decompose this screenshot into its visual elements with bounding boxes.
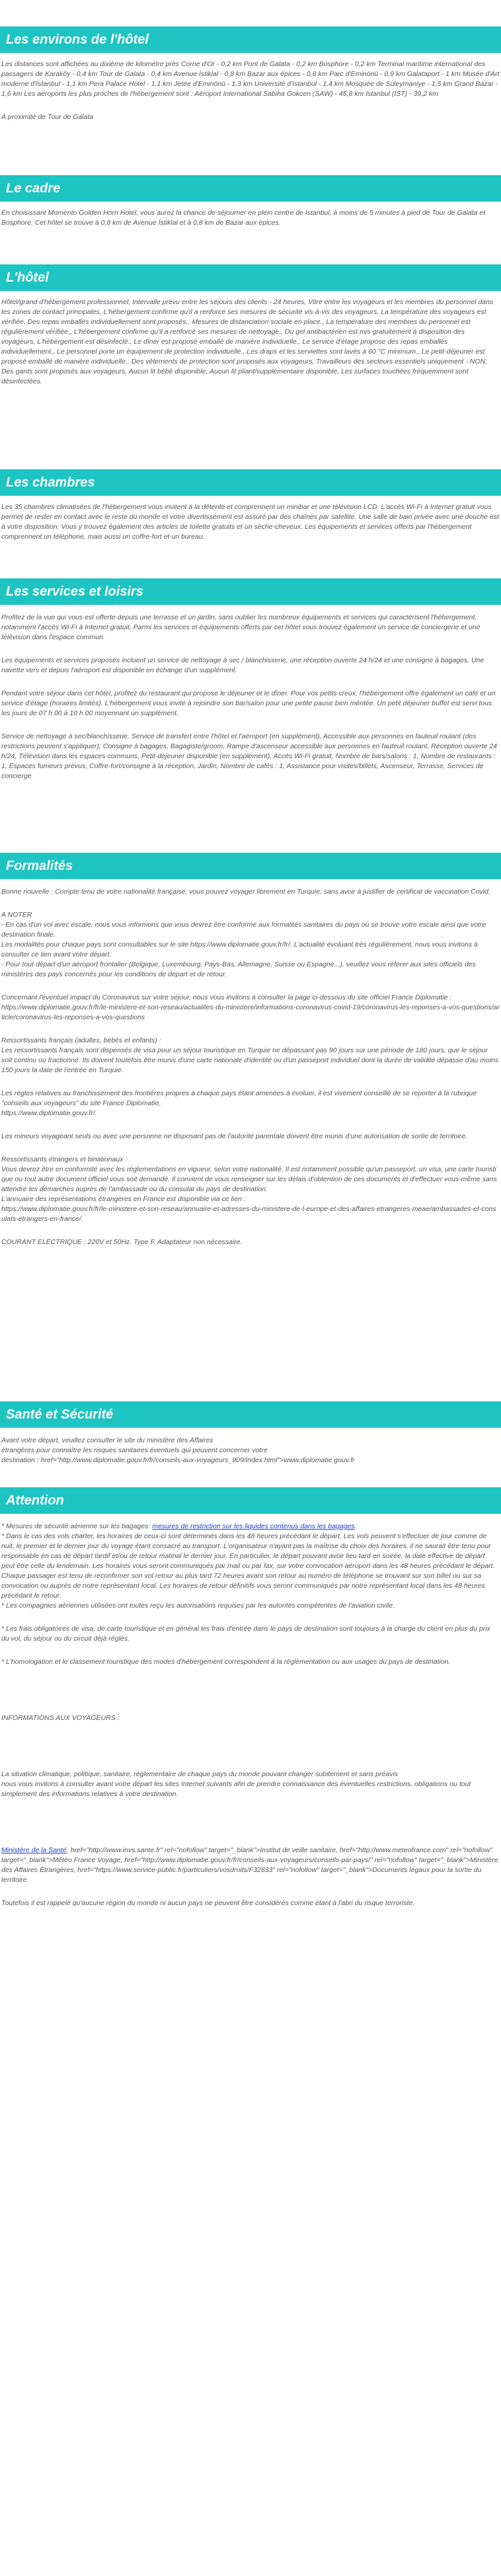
services-paragraph: Profitez de la vue qui vous est offerte depuis une terrasse et un jardin, sans oublier les nombreux équipements et services qui caractérisent l'hébergement, notamment l'accès Wi-Fi à Internet gratuit. Parmi les services et équipements offerts par cet hôtel vous trouvez également un service de conciergerie et une télévision dans l'espace commun. xyxy=(1,613,481,641)
environs-text: Les distances sont affichées au dixième de kilomètre près Corne d'Or - 0,2 km Pont de Galata - 0,2 km Bosphore - 0,2 km Terminal maritime international des passagers de Karaköy - 0,4 km Tour de Galata - 0,4 km Avenue İstiklal - 0,8 km Bazar aux épices - 0,8 km Parc d'Eminönü - 0,9 km Galataport - 1 km Musée d'Art moderne d'Istanbul - 1,1 km Pera Palace Hotel - 1,1 km Jetée d'Eminönü - 1,3 km Université d'Istanbul - 1,4 km Mosquée de Suleymaniye - 1,5 km Grand Bazar - 1,6 km Les aéroports les plus proches de l'hébergement sont : Aéroport International Sabiha Gokcen (SAW) - 45,8 km Istanbul (IST) - 39,2 km xyxy=(1,60,500,98)
section-header-chambres: Les chambres xyxy=(0,469,501,496)
attention-links-text: , href="http://www.invs.sante.fr" rel="nofollow" target="_blank">Institut de veille sanitaire, href="http://www.meteofrance.com" rel="nofollow" target="_blank">Météo France Voyage, href="http://www.diplomatie.gouv.fr/fr/conseils-aux-voyageurs/conseils-par-pays/" rel="nofollow" target="_blank">Ministère des Affaires Etrangères, href="https://www.service-public.fr/particuliers/vosdroits/F32833" rel="nofollow" target="_blank">Documents légaux pour la sortie du territoire. xyxy=(1,1846,498,1884)
section-hotel xyxy=(0,264,501,387)
section-chambres xyxy=(0,469,501,542)
formalites-paragraph: Concernant l'éventuel impact du Coronavirus sur votre séjour, nous vous invitons à consulter la page ci-dessous du site officiel France Diplomatie : https://www.diplomatie.gouv.fr/fr/le-ministere-et-son-reseau/actualites-du-ministere/informations-coronavirus-covid-19/coronavirus-les-reponses-a-vos-questions/article/coronavirus-les-reponses-a-vos-questions xyxy=(1,994,500,1021)
services-paragraph: Service de nettoyage à sec/blanchisserie, Service de transfert entre l'hôtel et l'aéroport (en supplément), Accessible aux personnes en fauteuil roulant (des restrictions peuvent s'appliquer), Consigne à bagages, Bagagiste/groom, Rampe d'ascenseur accessible aux personnes en fauteuil roulant, Réception ouverte 24 h/24, Télévision dans les espaces communs, Petit-déjeuner disponible (en supplément), Accès Wi-Fi gratuit, Nombre de bars/salons : 1, Nombre de restaurants : 1, Espaces fumeurs prévus, Coffre-fort/consigne à la réception, Jardin, Nombre de cafés : 1, Assistance pour visites/billets, Ascenseur, Terrasse, Services de concierge xyxy=(1,732,497,780)
attention-paragraph: * Les frais obligatoires de visa, de carte touristique et en général les frais d'entrée dans le pays de destination sont toujours à la charge du client en plus du prix du vol, du séjour ou du circuit déjà réglés. xyxy=(1,1625,490,1643)
section-attention xyxy=(0,1487,501,1908)
formalites-paragraph: Bonne nouvelle : Compte tenu de votre nationalité française, vous pouvez voyager librement en Turquie, sans avoir à justifier de certificat de vaccination Covid. xyxy=(1,888,490,896)
section-header-environs: Les environs de l'hôtel xyxy=(0,26,501,53)
formalites-paragraph: Ressortissants français (adultes, bébés et enfants) : Les ressortissants français sont dispensés de visa pour un séjour touristique en Turquie ne dépassant pas 90 jours sur une période de 180 jours, que le séjour soit continu ou fractionné. Ils doivent toutefois être munis d'une carte nationale d'identité ou d'un passeport individuel dont la durée de validité dépasse d'au moins 150 jours la date de l'entrée en Turquie. xyxy=(1,1036,499,1074)
section-environs xyxy=(0,26,501,122)
sante-text: Avant votre départ, veuillez consulter le site du ministère des Affaires étrangères pour connaître les risques sanitaires éventuels qui peuvent concerner votre destination : href="http://www.diplomatie.gouv.fr/fr/conseils-aux-voyageurs_909/index.html">www.diplomatie.gouv.fr xyxy=(1,1436,355,1464)
section-header-formalites: Formalités xyxy=(0,853,501,879)
attention-paragraph: La situation climatique, politique, sanitaire, réglementaire de chaque pays du monde pouvant changer subitement et sans préavis nous vous invitons à consulter avant votre départ les sites Internet suivants afin de prendre connaissance des éventuelles restrictions, obligations ou tout simplement des informations relatives à votre destination. xyxy=(1,1770,471,1798)
services-paragraph: Les équipements et services proposés incluent un service de nettoyage à sec / blanchisserie, une réception ouverte 24 h/24 et une consigne à bagages. Une navette vers et depuis l'aéroport est disponible en échange d'un supplément. xyxy=(1,656,484,674)
attention-intro-prefix: * Mesures de sécurité aérienne sur les bagages: xyxy=(1,1522,153,1530)
cadre-text: En choisissant Momento Golden Horn Hotel, vous aurez la chance de séjourner en plein centre de Istanbul, à moins de 5 minutes à pied de Tour de Galata et Bosphore. Cet hôtel se trouve à 0,8 km de Avenue İstiklal et à 0,8 km de Bazar aux épices. xyxy=(1,209,486,227)
liquids-restriction-link[interactable]: mesures de restriction sur les liquides contenus dans les bagages xyxy=(152,1522,355,1530)
formalites-paragraph: Les règles relatives au franchissement des frontières propres à chaque pays étant amenées à évoluer, il est vivement conseillé de se reporter à la rubrique "conseils aux voyageurs" du site France Diplomatie, https://www.diplomatie.gouv.fr/. xyxy=(1,1089,477,1117)
section-cadre xyxy=(0,175,501,228)
section-header-hotel: L'hôtel xyxy=(0,264,501,291)
formalites-paragraph: A NOTER - En cas d'un vol avec escale, nous vous informons que vous devrez être conforme aux formalités sanitaires du pays où se trouve votre escale ainsi que votre destination finale. Les modalités pour chaque pays sont consultables sur le site https://www.diplomatie.gouv.fr/fr/. L'actualité évoluant très régulièrement, nous vous invitons à consulter ce lien avant votre départ. - Pour tout départ d'un aéroport frontalier (Belgique, Luxembourg, Pays-Bas, Allemagne, Suisse ou Espagne...), veuillez vous référer aux sites officiels des ministères des pays concernés pour les conditions de départ et de retour. xyxy=(1,911,486,978)
section-header-attention: Attention xyxy=(0,1487,501,1514)
section-services xyxy=(0,578,501,781)
attention-intro xyxy=(0,1522,501,1532)
formalites-paragraph: Ressortissants étrangers et binationaux : Vous devrez être en conformité avec les réglementations en vigueur, selon votre nationalité. Il est notamment possible qu'un passeport, un visa, une carte touristique ou tout autre document officiel vous soit demandé. Il convient de vous renseigner sur les délais d'obtention de ces documents et d'effectuer vous-même sans attendre les démarches auprès de l'ambassade ou du consulat du pays de destination. L'annuaire des représentations étrangères en France est disponible via ce lien : https://www.diplomatie.gouv.fr/fr/le-ministere-et-son-reseau/annuaire-et-adresses-du-ministere-de-l-europe-et-des-affaires-etrangeres-meae/ambassades-et-consulats-etrangers-en-france/. xyxy=(1,1155,497,1223)
attention-links xyxy=(0,1846,501,1885)
chambres-text: Les 35 chambres climatisées de l'hébergement vous invitent à la détente et comprennent un minibar et une télévision LCD. L'accès Wi-Fi à Internet gratuit vous permet de rester en contact avec le reste du monde et votre divertissement est assuré par des chaînes par satellite. Une salle de bain privée avec une douche est à votre disposition. Vous y trouvez également des articles de toilette gratuits et un sèche-cheveux. Les équipements et services offerts par l'hébergement comprennent un téléphone, mais aussi un coffre-fort et un bureau. xyxy=(1,503,499,541)
terrorism-notice: Toutefois il est rappelé qu'aucune région du monde ni aucun pays ne peuvent être considérés comme étant à l'abri du risque terroriste. xyxy=(1,1899,415,1907)
attention-intro-suffix: . xyxy=(354,1522,357,1530)
travelers-info-heading: INFORMATIONS AUX VOYAGEURS : xyxy=(1,1714,120,1722)
formalites-paragraph: COURANT ELECTRIQUE : 220V et 50Hz. Type F. Adaptateur non nécessaire. xyxy=(1,1238,243,1246)
attention-paragraph: * L'homologation et le classement touristique des modes d'hébergement correspondent à la réglementation ou aux usages du pays de destination. xyxy=(1,1658,451,1666)
section-header-services: Les services et loisirs xyxy=(0,578,501,605)
hotel-text: Hôtel/grand d'hébergement professionnel, Intervalle prévu entre les séjours des clients - 24 heures, Vitre entre les voyageurs et les membres du personnel dans les zones de contact principales, L'hébergement confirme qu'il a renforcé ses mesures de sécurité vis-à-vis des voyageurs, La température des voyageurs est vérifiée, Des repas emballés individuellement sont proposés., Mesures de distanciation sociale en place., La température des membres du personnel est régulièrement vérifiée., L'hébergement confirme qu'il a renforcé ses mesures de nettoyage., Du gel antibactérien est mis gratuitement à disposition des voyageurs, L'hébergement est désinfecté., Le dîner est proposé emballé de manière individuelle., Le service d'étage propose des repas emballés individuellement., Le personnel porte un équipement de protection individuelle., Les draps et les serviettes sont lavés à 60 °C minimum., Le petit-déjeuner est proposé emballé de manière individuelle., Des vêtements de protection sont proposés aux voyageurs, Travailleurs des secteurs essentiels uniquement - NON, Des gants sont proposés aux voyageurs, Aucun lit bébé disponible, Aucun lit pliant/supplémentaire disponible, Les surfaces touchées fréquemment sont désinfectées. xyxy=(1,298,494,385)
services-paragraph: Pendant votre séjour dans cet hôtel, profitez du restaurant qui propose le déjeuner et le dîner. Pour vos petits creux, l'hébergement offre également un café et un service d'étage (horaires limités). L'hébergement vous invite à rejoindre son bar/salon pour une petite pause bien méritée. Un petit déjeuner buffet est servi tous les jours de 07 h 00 à 10 h 00 moyennant un supplément. xyxy=(1,689,496,717)
ministere-sante-link[interactable]: Ministère de la Santé xyxy=(1,1846,67,1854)
formalites-paragraph: Les mineurs voyageant seuls ou avec une personne ne disposant pas de l'autorité parentale doivent être munis d'une autorisation de sortie de territoire. xyxy=(1,1132,468,1140)
section-formalites xyxy=(0,853,501,1247)
attention-paragraph: * Dans le cas des vols charter, les horaires de ceux-ci sont déterminés dans les 48 heures précédant le départ. Les vols peuvent s'effectuer de jour comme de nuit, le premier et le dernier jour du voyage étant consacré au transport. L'organisateur n'ayant pas la maîtrise du choix des horaires, il ne saurait être tenu pour responsable en cas de départ tardif et/ou de retour matinal le dernier jour. En particulier, le départ pouvant avoir lieu tard en soirée, la date effective de départ peut être celle du lendemain. Les horaires vous seront communiqués par mail ou par fax, sur votre convocation aéroport dans les 48 heures précédant le départ. Chaque passager est tenu de reconfirmer son vol retour au plus tard 72 heures avant son retour au numéro de téléphone se trouvant sur son billet ou sur sa convocation ou auprès de notre représentant local. Les horaires de retour définitifs vous seront communiqués par notre représentant local dans les 48 heures précédant le retour. * Les compagnies aériennes utilisées ont toutes reçu les autorisations requises par les autorités compétentes de l'aviation civile. xyxy=(1,1532,495,1610)
section-header-cadre: Le cadre xyxy=(0,175,501,202)
section-sante xyxy=(0,1401,501,1465)
section-header-sante: Santé et Sécurité xyxy=(0,1401,501,1428)
environs-extra: À proximité de Tour de Galata xyxy=(1,113,94,121)
